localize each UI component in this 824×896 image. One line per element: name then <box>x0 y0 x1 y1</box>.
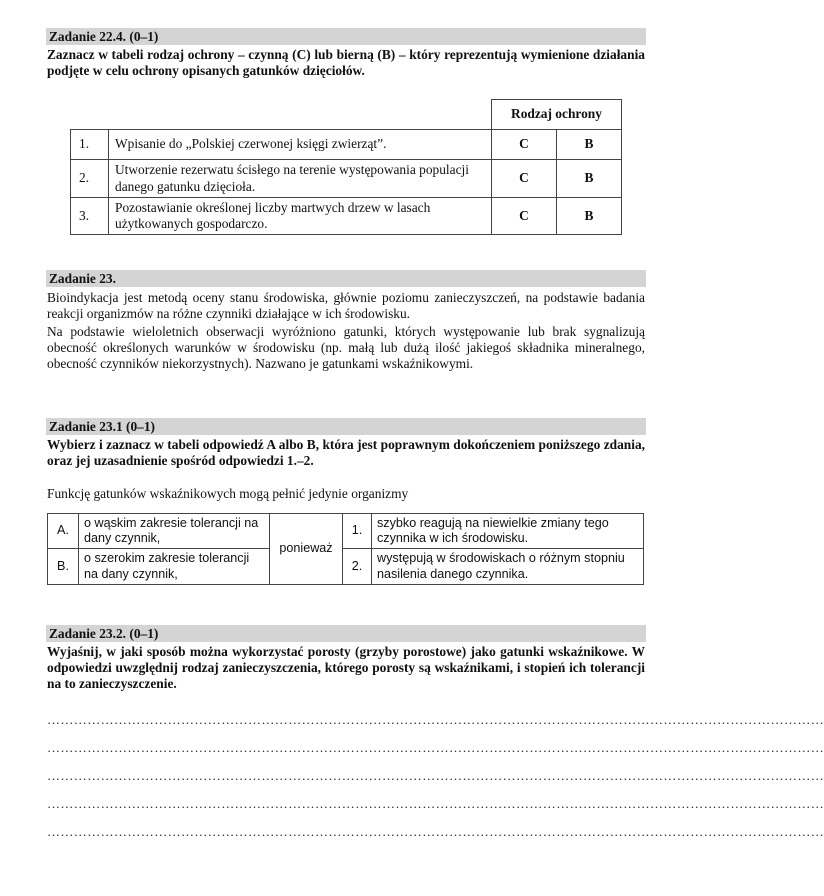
task-23-2-header: Zadanie 23.2. (0–1) <box>46 625 646 642</box>
option-b-label[interactable]: B. <box>48 549 79 585</box>
answer-line[interactable]: ………………………………………………………………………………………………………………………………………………………… <box>47 824 824 839</box>
option-b-cell[interactable]: B <box>557 160 622 198</box>
task-23-paragraph-1: Bioindykacja jest metodą oceny stanu środowiska, głównie poziomu zanieczyszczeń, na podstawie badania reakcji organizmów na różne czynniki działające w ich środowisku. <box>47 290 645 322</box>
answer-line[interactable]: ………………………………………………………………………………………………………………………………………………………… <box>47 796 824 811</box>
row-number: 2. <box>71 160 109 198</box>
table-row <box>71 130 622 160</box>
answer-line[interactable]: ………………………………………………………………………………………………………………………………………………………… <box>47 740 824 755</box>
task-23-1-header: Zadanie 23.1 (0–1) <box>46 418 646 435</box>
option-a-text[interactable]: o wąskim zakresie tolerancji na dany czynnik, <box>79 514 270 549</box>
task-23-1-instruction: Wybierz i zaznacz w tabeli odpowiedź A albo B, która jest poprawnym dokończeniem poniższego zdania, oraz jej uzasadnienie spośród odpowiedzi 1.–2. <box>47 437 645 469</box>
connector-text: ponieważ <box>270 514 343 585</box>
option-b-cell[interactable]: B <box>557 198 622 235</box>
answer-line[interactable]: ………………………………………………………………………………………………………………………………………………………… <box>47 768 824 783</box>
row-number: 3. <box>71 198 109 235</box>
option-b-text[interactable]: o szerokim zakresie tolerancji na dany czynnik, <box>79 549 270 585</box>
table-row <box>71 198 622 235</box>
reason-1-text[interactable]: szybko reagują na niewielkie zmiany tego czynnika w ich środowisku. <box>372 514 644 549</box>
action-text: Pozostawianie określonej liczby martwych drzew w lasach użytkowanych gospodarczo. <box>109 198 492 235</box>
reason-1-label[interactable]: 1. <box>343 514 372 549</box>
task-23-1-sentence: Funkcję gatunków wskaźnikowych mogą pełnić jedynie organizmy <box>47 486 409 501</box>
task-23-2-instruction: Wyjaśnij, w jaki sposób można wykorzystać porosty (grzyby porostowe) jako gatunki wskaźnikowe. W odpowiedzi uwzględnij rodzaj zanieczyszczenia, którego porosty są wskaźnikami, i stopień ich tolerancji na to zanieczyszczenie. <box>47 644 645 692</box>
reason-2-label[interactable]: 2. <box>343 549 372 585</box>
task-23-paragraph-2: Na podstawie wieloletnich obserwacji wyróżniono gatunki, których występowanie lub brak sygnalizują obecność określonych warunków w środowisku (np. małą lub dużą ilość jakiegoś składnika mineralnego, obecność czynników niekorzystnych). Nazwano je gatunkami wskaźnikowymi. <box>47 324 645 372</box>
reason-2-text[interactable]: występują w środowiskach o różnym stopniu nasilenia danego czynnika. <box>372 549 644 585</box>
task-23-header: Zadanie 23. <box>46 270 646 287</box>
option-a-label[interactable]: A. <box>48 514 79 549</box>
task-22-4-instruction: Zaznacz w tabeli rodzaj ochrony – czynną (C) lub bierną (B) – który reprezentują wymienione działania podjęte w celu ochrony opisanych gatunków dzięciołów. <box>47 47 645 79</box>
table-row <box>48 549 644 585</box>
task-22-4-header: Zadanie 22.4. (0–1) <box>46 28 646 45</box>
row-number: 1. <box>71 130 109 160</box>
option-c-cell[interactable]: C <box>492 160 557 198</box>
table-row <box>71 160 622 198</box>
protection-type-table <box>70 99 622 235</box>
protection-type-column-header: Rodzaj ochrony <box>492 100 622 130</box>
answer-line[interactable]: ………………………………………………………………………………………………………………………………………………………… <box>47 712 824 727</box>
option-b-cell[interactable]: B <box>557 130 622 160</box>
option-c-cell[interactable]: C <box>492 130 557 160</box>
action-text: Wpisanie do „Polskiej czerwonej księgi zwierząt”. <box>109 130 492 160</box>
answer-choice-table <box>47 513 644 585</box>
option-c-cell[interactable]: C <box>492 198 557 235</box>
action-text: Utworzenie rezerwatu ścisłego na terenie występowania populacji danego gatunku dzięcioła. <box>109 160 492 198</box>
table-row <box>48 514 644 549</box>
